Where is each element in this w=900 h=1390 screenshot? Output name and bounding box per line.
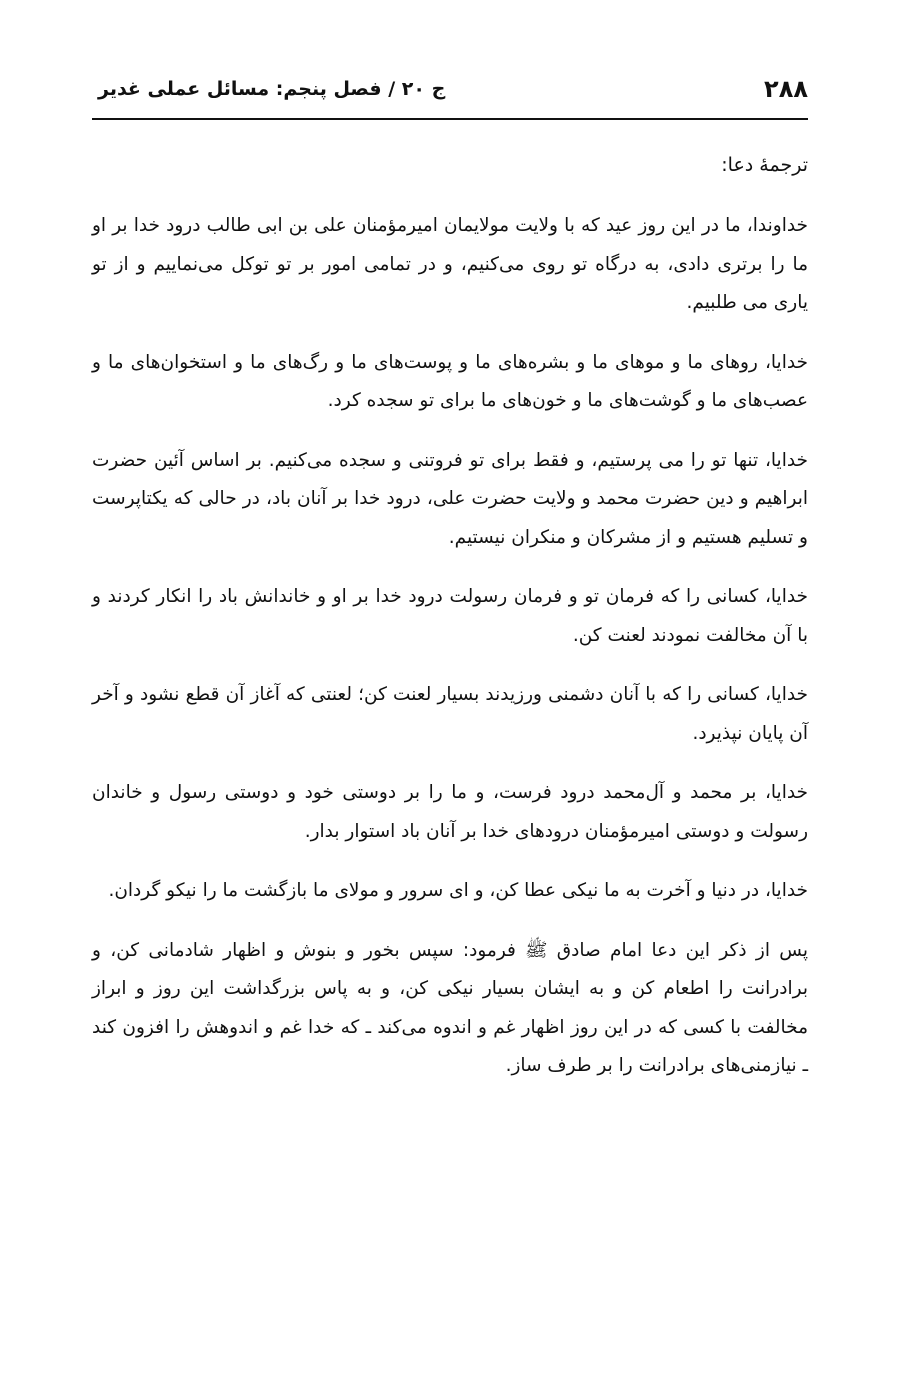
paragraph: خدایا، تنها تو را می پرستیم، و فقط برای تو فروتنی و سجده می‌کنیم. بر اساس آئین حضرت ابراهیم و دین حضرت محمد و ولایت حضرت علی، درود خدا بر آنان باد، در حالی که یکتاپرست و تسلیم هستیم و از مشرکان و منکران نیستیم.	[92, 449, 808, 548]
paragraph: خدایا، کسانی را که فرمان تو و فرمان رسولت درود خدا بر او و خاندانش باد را انکار کردند و با آن مخالفت نمودند لعنت کن.	[92, 586, 808, 646]
paragraph: خدایا، کسانی را که با آنان دشمنی ورزیدند بسیار لعنت کن؛ لعنتی که آغاز آن قطع نشود و آخر آن پایان نپذیرد.	[92, 684, 808, 744]
running-head: ج ۲۰ / فصل پنجم: مسائل عملی غدیر	[98, 78, 446, 100]
paragraph: خداوندا، ما در این روز عید که با ولایت مولایمان امیرمؤمنان علی بن ابی طالب درود خدا بر او ما را برتری دادی، به درگاه تو روی می‌کنیم، و در تمامی امور بر تو توکل می‌نماییم و از تو یاری می طلبیم.	[92, 215, 808, 313]
paragraph: خدایا، بر محمد و آل‌محمد درود فرست، و ما را بر دوستی خود و دوستی رسول و خاندان رسولت و دوستی امیرمؤمنان درودهای خدا بر آنان باد استوار بدار.	[92, 782, 808, 842]
page-header	[92, 60, 808, 120]
page-number: ۲۸۸	[764, 75, 808, 103]
paragraph: پس از ذکر این دعا امام صادق ﷺ فرمود: سپس بخور و بنوش و اظهار شادمانی کن، و برادرانت را اطعام کن و به ایشان بسیار نیکی کن، و به پاس بزرگداشت این روز و ابراز مخالفت با کسی که در این روز اظهار غم و اندوه می‌کند ـ که خدا غم و اندوهش را افزون کند ـ نیازمنی‌های برادرانت را بر طرف ساز.	[92, 939, 808, 1076]
paragraph: خدایا، روهای ما و موهای ما و بشره‌های ما و پوست‌های ما و رگ‌های ما و استخوان‌های ما و عصب‌های ما و گوشت‌های ما و خون‌های ما برای تو سجده کرد.	[92, 351, 808, 411]
paragraph: خدایا، در دنیا و آخرت به ما نیکی عطا کن، و ای سرور و مولای ما بازگشت ما را نیکو گردان.	[108, 880, 808, 901]
body-text	[92, 150, 808, 1086]
section-title: ترجمهٔ دعا:	[721, 154, 808, 176]
document-page	[92, 60, 808, 1350]
